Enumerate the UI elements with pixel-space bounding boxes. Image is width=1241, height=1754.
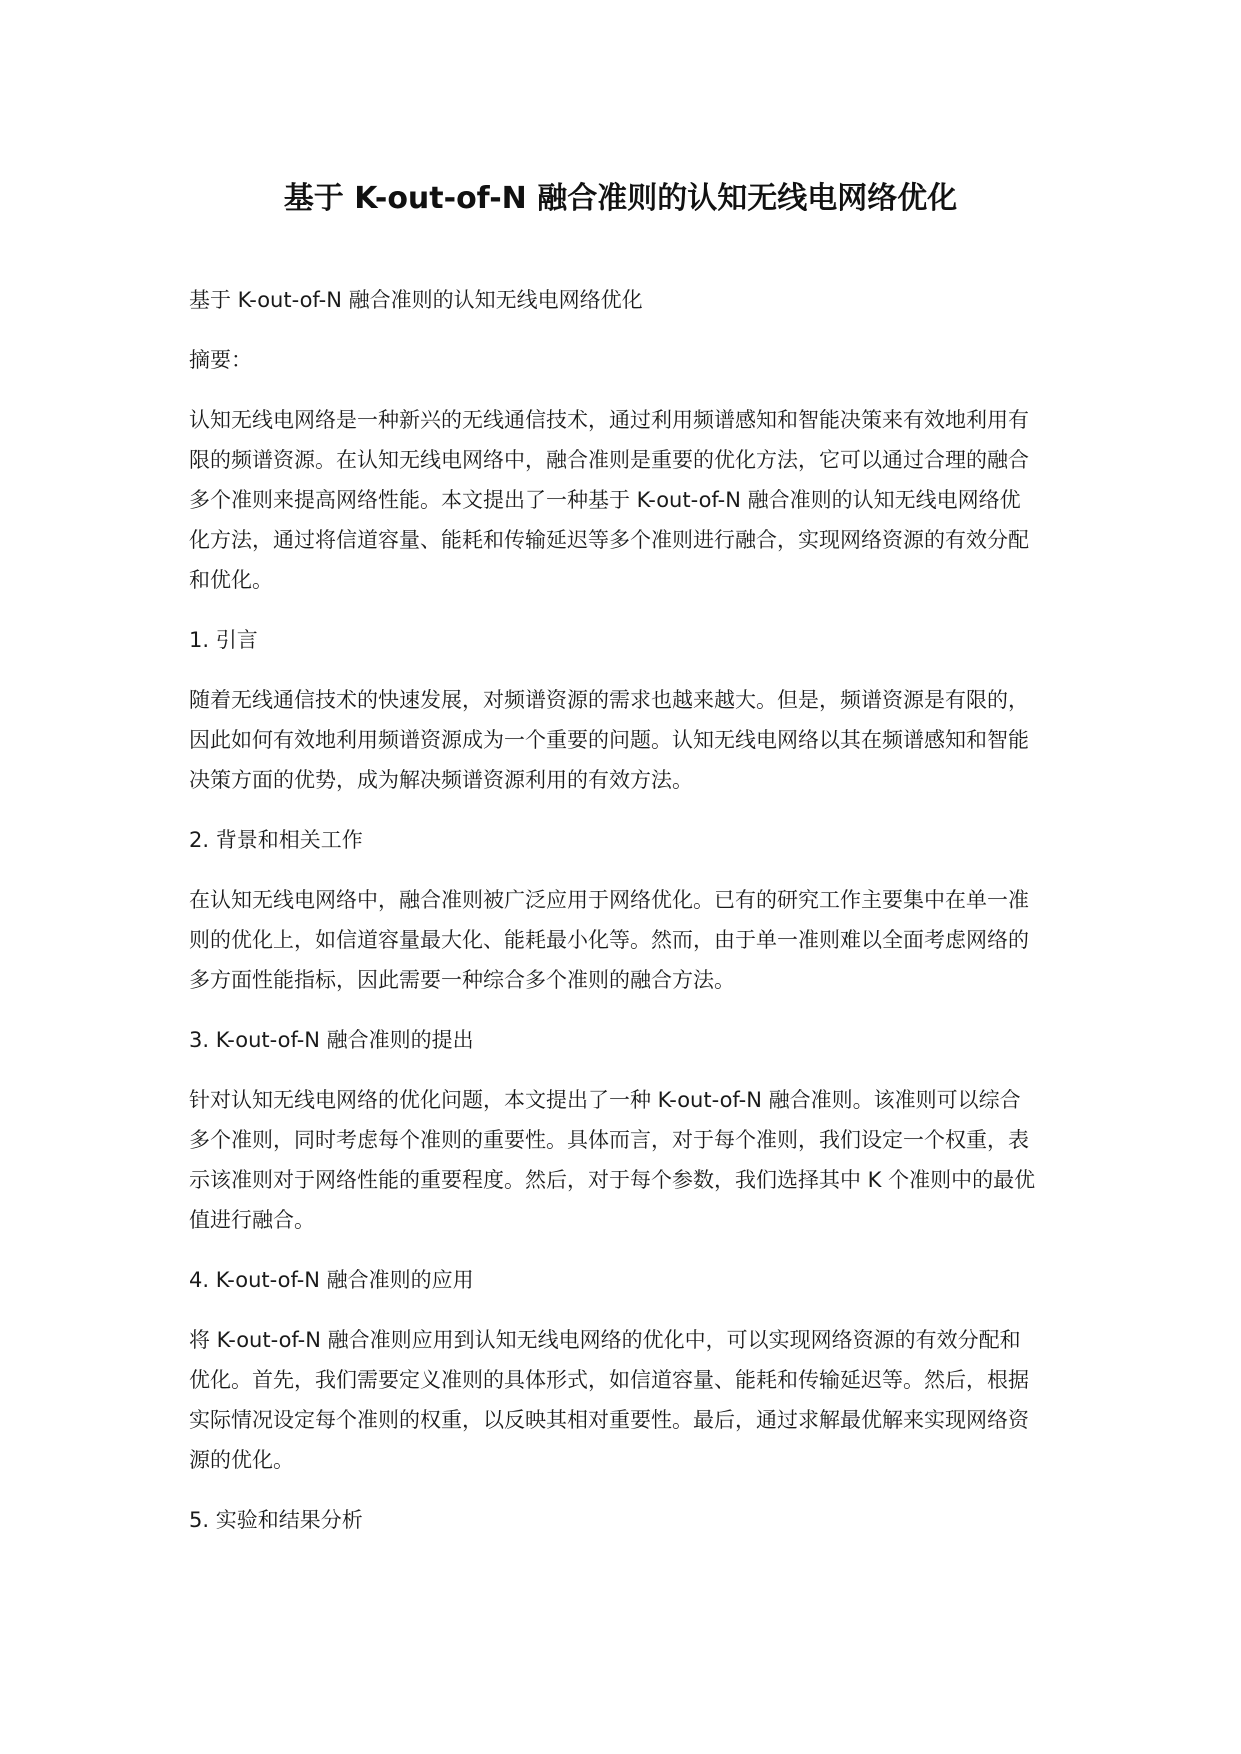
section-body-introduction: 随着无线通信技术的快速发展，对频谱资源的需求也越来越大。但是，频谱资源是有限的，因此如何有效地利用频谱资源成为一个重要的问题。认知无线电网络以其在频谱感知和智能决策方面的优势，成为解决频谱资源利用的有效方法。 — [189, 688, 1029, 792]
section-heading-application: 4. K-out-of-N 融合准则的应用 — [189, 1268, 474, 1292]
section-body-proposal: 针对认知无线电网络的优化问题，本文提出了一种 K-out-of-N 融合准则。该准则可以综合多个准则，同时考虑每个准则的重要性。具体而言，对于每个准则，我们设定一个权重，表示该准则对于网络性能的重要程度。然后，对于每个参数，我们选择其中 K 个准则中的最优值进行融合。 — [189, 1088, 1036, 1232]
section-heading-experiments: 5. 实验和结果分析 — [189, 1508, 363, 1532]
section-heading-background: 2. 背景和相关工作 — [189, 828, 363, 852]
section-heading-introduction: 1. 引言 — [189, 628, 258, 652]
abstract-heading: 摘要： — [189, 348, 252, 372]
document-body — [189, 280, 1041, 1560]
section-heading-proposal: 3. K-out-of-N 融合准则的提出 — [189, 1028, 474, 1052]
page-title: 基于 K-out-of-N 融合准则的认知无线电网络优化 — [283, 181, 958, 216]
abstract-paragraph: 认知无线电网络是一种新兴的无线通信技术，通过利用频谱感知和智能决策来有效地利用有限的频谱资源。在认知无线电网络中，融合准则是重要的优化方法，它可以通过合理的融合多个准则来提高网络性能。本文提出了一种基于 K-out-of-N 融合准则的认知无线电网络优化方法，通过将信道容量、能耗和传输延迟等多个准则进行融合，实现网络资源的有效分配和优化。 — [189, 408, 1029, 592]
section-body-background: 在认知无线电网络中，融合准则被广泛应用于网络优化。已有的研究工作主要集中在单一准则的优化上，如信道容量最大化、能耗最小化等。然而，由于单一准则难以全面考虑网络的多方面性能指标，因此需要一种综合多个准则的融合方法。 — [189, 888, 1029, 992]
section-body-application: 将 K-out-of-N 融合准则应用到认知无线电网络的优化中，可以实现网络资源的有效分配和优化。首先，我们需要定义准则的具体形式，如信道容量、能耗和传输延迟等。然后，根据实际情况设定每个准则的权重，以反映其相对重要性。最后，通过求解最优解来实现网络资源的优化。 — [189, 1328, 1029, 1472]
document-subtitle: 基于 K-out-of-N 融合准则的认知无线电网络优化 — [189, 288, 643, 312]
